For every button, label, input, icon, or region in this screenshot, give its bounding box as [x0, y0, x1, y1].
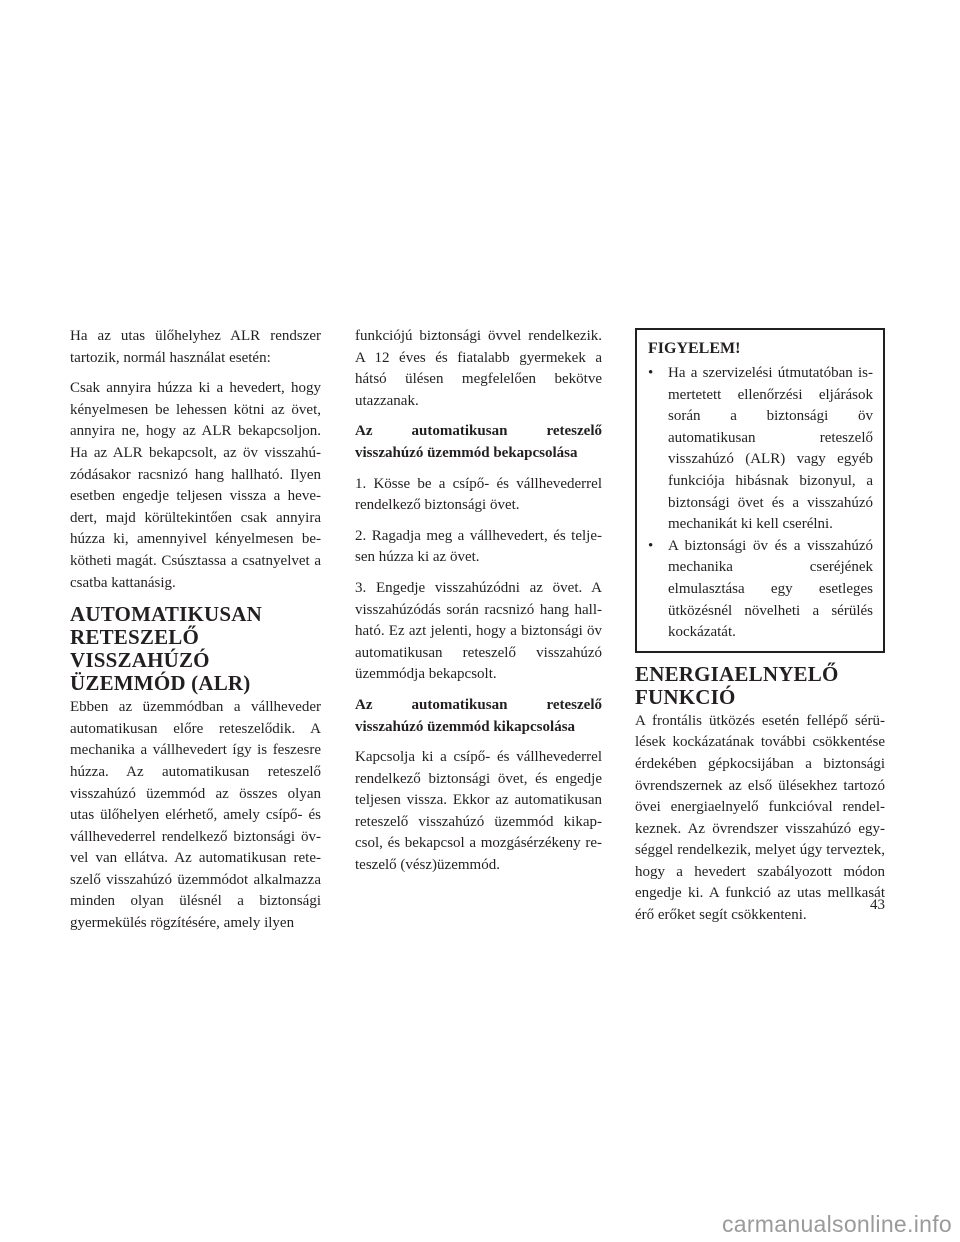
page-number: 43 [870, 897, 885, 913]
paragraph: Kapcsolja ki a csípő- és vállhevederrel rendelkező biztonsági övet, és engedje teljesen vissza. Ekkor az automatikusan reteszelő visszahúzó üzemmód kikapcsol, és bekapcsol a mozgásérzékeny reteszelő (vész)üzemmód. [355, 749, 602, 874]
paragraph: Ha az utas ülőhelyhez ALR rendszer tartozik, normál használat esetén: [70, 328, 321, 366]
left-column [70, 326, 321, 944]
paragraph: A frontális ütközés esetén fellépő sérülések kockázatának további csökkentése érdekében gépkocsijában a biztonsági övrendszernek az első ülésekhez tartozó övei energiaelnyelő funkcióval rendelkeznek. Az övrendszer visszahúzó egységgel rendelkezik, melyet úgy terveztek, hogy a hevedert szabályozott módon engedje ki. A funkció az utas mellkasát érő erőket segít csökkenteni. [635, 712, 885, 924]
bullet-icon: • [648, 537, 654, 554]
right-column [635, 326, 885, 936]
warning-item-text: A biztonsági öv és a visszahúzó mechanika cseréjének elmulasztása egy esetleges ütközésnél növelheti a sérülés kockázatát. [668, 537, 873, 641]
middle-column [355, 326, 602, 886]
paragraph: Csak annyira húzza ki a hevedert, hogy kényelmesen be lehessen kötni az övet, annyira ne, hogy az ALR bekapcsoljon. Ha az ALR bekapcsolt, az öv visszahúzódásakor racsnizó hang hallható. Ilyen esetben engedje teljesen vissza a hevedert, majd körültekintően csak annyira húzza ki, amennyivel kényelmesen bekötheti magát. Csúsztassa a csatnyelvet a csatba kattanásig. [70, 380, 321, 591]
warning-box [635, 328, 885, 653]
subheading-disable: Az automatikusan reteszelő visszahúzó üzemmód kikapcsolása [355, 696, 602, 735]
warning-item-text: Ha a szervizelési útmutatóban ismertetett ellenőrzési eljárások során a biztonsági öv automatikusan reteszelő visszahúzó (ALR) vagy egyéb funkciója hibásnak bizonyul, a biztonsági övet és a visszahúzó mechanikát ki kell cserélni. [668, 365, 873, 533]
step-1: 1. Kösse be a csípő- és vállhevederrel rendelkező biztonsági övet. [355, 475, 602, 514]
bullet-icon: • [648, 365, 654, 381]
warning-item [648, 536, 873, 644]
warning-item [648, 363, 873, 536]
step-2: 2. Ragadja meg a vállhevedert, és teljesen húzza ki az övet. [355, 527, 602, 566]
paragraph: funkciójú biztonsági övvel rendelkezik. A 12 éves és fiatalabb gyermekek a hátsó ülésen megfelelően bekötve utazzanak. [355, 328, 602, 409]
warning-title: FIGYELEM! [648, 340, 741, 357]
step-3: 3. Engedje visszahúzódni az övet. A visszahúzódás során racsnizó hang hallható. Ez azt jelenti, hogy a biztonsági öv automatikusan reteszelő visszahúzó üzemmódja bekapcsolt. [355, 579, 602, 683]
section-heading-energy: ENERGIAELNYELŐ FUNKCIÓ [635, 661, 839, 709]
paragraph: Ebben az üzemmódban a vállheveder automatikusan előre reteszelődik. A mechanika a vállhevedert így is feszesre húzza. Az automatikusan reteszelő visszahúzó üzemmód az összes olyan utas ülőhelyen elérhető, amely csípő- és vállhevederrel rendelkező biztonsági övvel van ellátva. Az automatikusan reteszelő visszahúzó üzemmódot alkalmazza minden olyan ülésnél a biztonsági gyermekülés rögzítésére, amely ilyen [70, 699, 321, 932]
subheading-enable: Az automatikusan reteszelő visszahúzó üzemmód bekapcsolása [355, 423, 602, 461]
section-heading-alr: AUTOMATIKUSAN RETESZELŐ VISSZAHÚZÓ ÜZEMMÓD (ALR) [70, 602, 263, 696]
watermark: carmanualsonline.info [721, 1211, 952, 1237]
warning-list [648, 363, 873, 644]
